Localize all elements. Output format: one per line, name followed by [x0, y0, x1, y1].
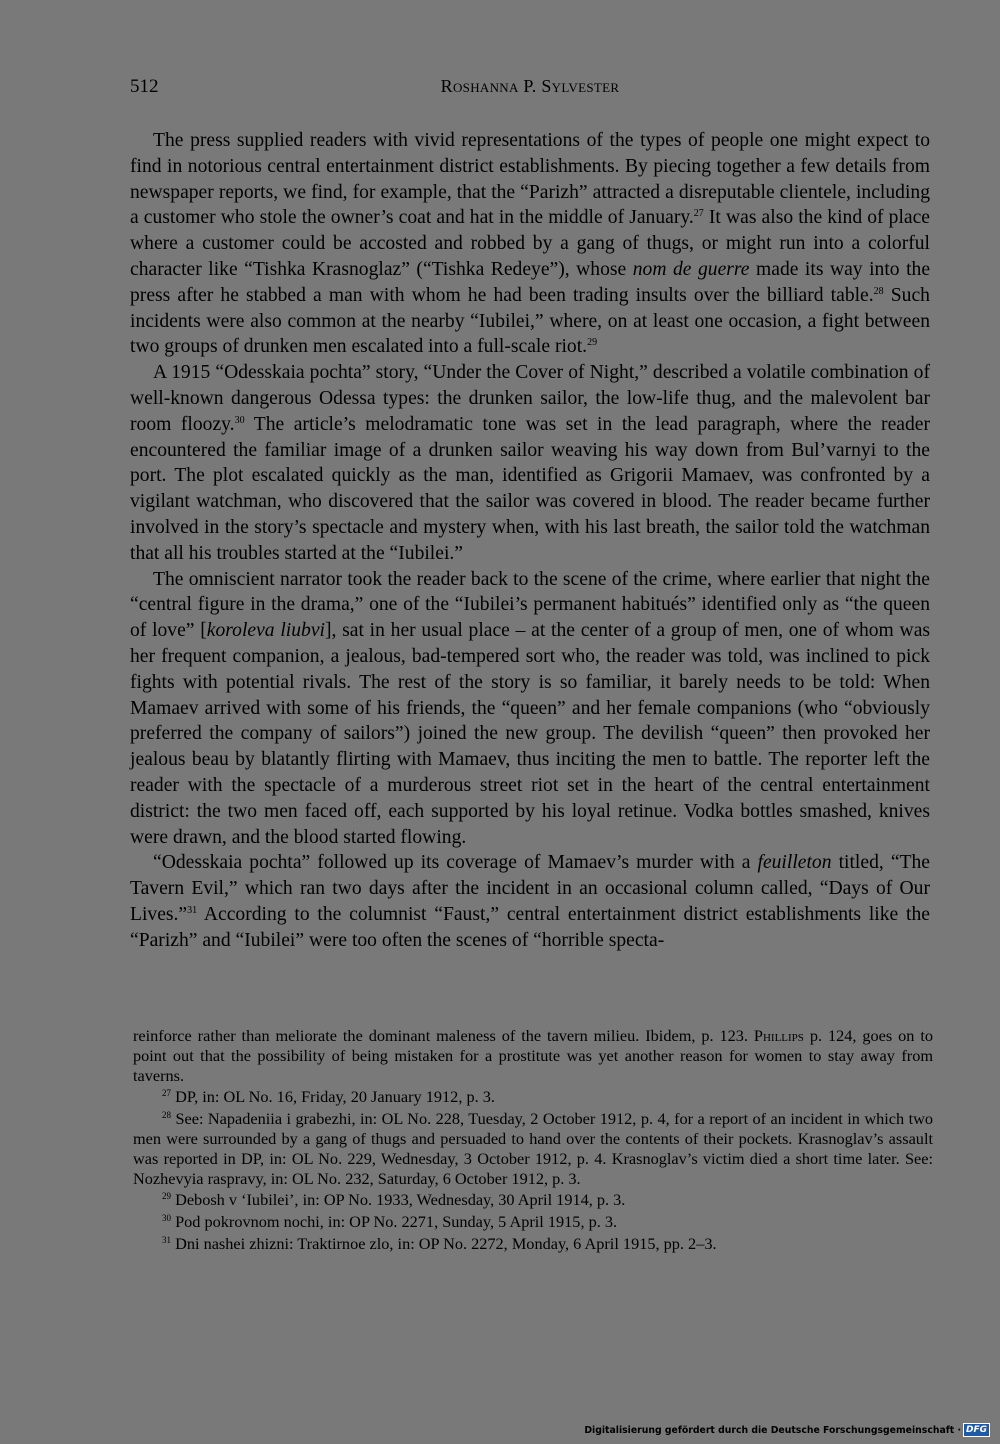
footnote-29: $^{29}$ Debosh v ‘Iubilei’, in: OP No. 1933, Wednesday, 30 April 1914, p. 3.: [162, 1190, 626, 1210]
footnote-27: $^{27}$ DP, in: OL No. 16, Friday, 20 January 1912, p. 3.: [162, 1087, 495, 1107]
footnote-ref-29[interactable]: 29: [587, 337, 598, 349]
body-text: [130, 128, 930, 954]
footnote-31: $^{31}$ Dni nashei zhizni: Traktirnoe zlo, in: OP No. 2272, Monday, 6 April 1915, pp. 2–3.: [162, 1233, 717, 1253]
paragraph-3: The omniscient narrator took the reader back to the scene of the crime, where earlier that night the “central figure in the drama,” one of the “Iubilei’s permanent habitués” identified only as “the queen of love” [koroleva liubvi], sat in her usual place – at the center of a group of men, one of whom was her frequent companion, a jealous, bad-tempered sort who, the reader was told, was inclined to pick fights with potential rivals. The rest of the story is so familiar, it barely needs to be told: When Mamaev arrived with some of his friends, the “queen” and her female companions (who “obviously preferred the company of sailors”) joined the new group. The devilish “queen” then provoked her jealous beau by blatantly flirting with Mamaev, thus inciting the men to battle. The reporter left the reader with the spectacle of a murderous street riot set in the heart of the central entertainment district: the two men faced off, each supported by his loyal retinue. Vodka bottles smashed, knives were drawn, and the blood started flowing.: [130, 568, 931, 848]
footnote-28: $^{28}$ See: Napadeniia i grabezhi, in: OL No. 228, Tuesday, 2 October 1912, p. 4, for a report of an incident in which two men were surrounded by a gang of thugs and persuaded to hand over the contents of their pockets. Krasnoglav’s assault was reported in DP, in: OL No. 229, Wednesday, 3 October 1912, p. 4. Krasnoglav’s victim died a short time later. See: Nozhevyia raspravy, in: OL No. 232, Saturday, 6 October 1912, p. 3.: [133, 1109, 933, 1188]
digitization-credit: [584, 1423, 990, 1437]
dfg-logo: DFG: [963, 1423, 990, 1437]
footnote-continuation: reinforce rather than meliorate the dominant maleness of the tavern milieu. Ibidem, p. 123. Phillips p. 124, goes on to point out that the possibility of being mistaken for a prostitute was yet another reason for women to stay away from taverns.: [133, 1026, 934, 1085]
footnote-ref-28[interactable]: 28: [873, 285, 884, 297]
running-head: Roshanna P. Sylvester: [440, 76, 620, 96]
footnote-30: $^{30}$ Pod pokrovnom nochi, in: OP No. 2271, Sunday, 5 April 1915, p. 3.: [162, 1212, 618, 1232]
credit-text: Digitalisierung gefördert durch die Deutsche Forschungsgemeinschaft ·: [584, 1424, 961, 1436]
paragraph-1: The press supplied readers with vivid representations of the types of people one might expect to find in notorious central entertainment district establishments. By piecing together a few details from newspaper reports, we find, for example, that the “Parizh” attracted a disreputable clientele, including a customer who stole the owner’s coat and hat in the middle of January.$^{27}$ It was also the kind of place where a customer could be accosted and robbed by a gang of thugs, or might run into a colorful character like “Tishka Krasnoglaz” (“Tishka Redeye”), whose nom de guerre made its way into the press after he stabbed a man with whom he had been trading insults over the billiard table.$^{28}$ Such incidents were also common at the nearby “Iubilei,” where, on at least one occasion, a fight between two groups of drunken men escalated into a full-scale riot.$^{29}$: [130, 130, 931, 358]
footnote-ref-27[interactable]: 27: [693, 208, 704, 220]
footnote-ref-31[interactable]: 31: [187, 904, 198, 916]
paragraph-2: A 1915 “Odesskaia pochta” story, “Under the Cover of Night,” described a volatile combination of well-known dangerous Odessa types: the drunken sailor, the low-life thug, and the malevolent bar room floozy.$^{30}$ The article’s melodramatic tone was set in the lead paragraph, where the reader encountered the familiar image of a drunken sailor weaving his way down from Bul’varnyi to the port. The plot escalated quickly as the man, identified as Grigorii Mamaev, was confronted by a vigilant watchman, who discovered that the sailor was covered in blood. The reader became further involved in the story’s spectacle and mystery when, with his last breath, the sailor told the watchman that all his troubles started at the “Iubilei.”: [130, 362, 930, 564]
footnotes: [133, 1026, 933, 1254]
footnote-ref-30[interactable]: 30: [234, 414, 245, 426]
paragraph-4: “Odesskaia pochta” followed up its coverage of Mamaev’s murder with a feuilleton titled, “The Tavern Evil,” which ran two days after the incident in an occasional column called, “Days of Our Lives.”$^{31}$ According to the columnist “Faust,” central entertainment district establishments like the “Parizh” and “Iubilei” were too often the scenes of “horrible specta-: [130, 852, 930, 951]
page-header: [130, 76, 930, 104]
page-number: 512: [130, 76, 159, 97]
